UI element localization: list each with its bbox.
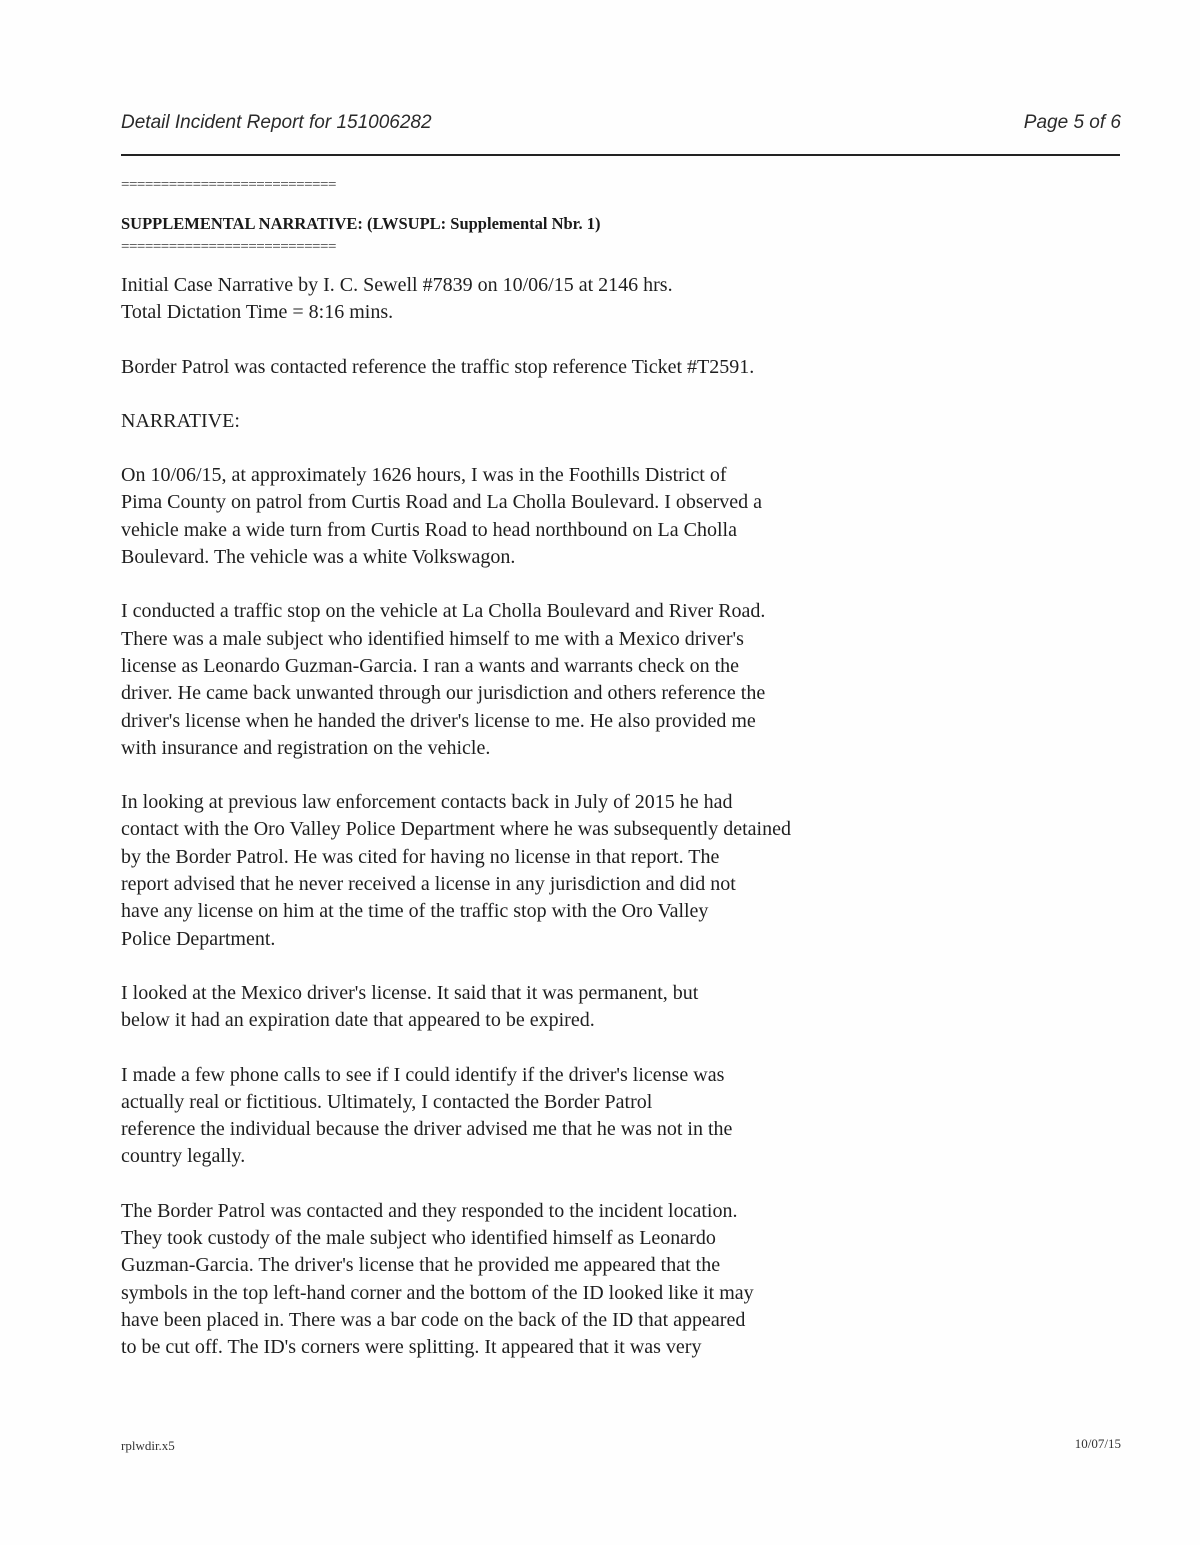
footer-date: 10/07/15 — [1074, 1436, 1121, 1451]
narrative-paragraph: On 10/06/15, at approximately 1626 hours, I was in the Foothills District of Pima County on patrol from Curtis Road and La Cholla Boulevard. I observed a vehicle make a wide turn from Curtis Road to head northbound on La Cholla Boulevard. The vehicle was a white Volkswagon. — [121, 464, 762, 569]
report-title: Detail Incident Report for 151006282 — [121, 112, 432, 133]
section-separator-bottom: =========================== — [121, 239, 336, 255]
narrative-paragraph: I made a few phone calls to see if I could identify if the driver's license was actually real or fictitious. Ultimately, I contacted the Border Patrol reference the individual because the driver advised me that he was not in the country legally. — [121, 1063, 733, 1168]
narrative-paragraph: The Border Patrol was contacted and they responded to the incident location. They took custody of the male subject who identified himself as Leonardo Guzman-Garcia. The driver's license that he provided me appeared that the symbols in the top left-hand corner and the bottom of the ID looked like it may have been placed in. There was a bar code on the back of the ID that appeared to be cut off. The ID's corners were splitting. It appeared that it was very — [121, 1199, 754, 1359]
footer-report-code: rplwdir.x5 — [121, 1438, 175, 1453]
page-number: Page 5 of 6 — [1023, 112, 1121, 133]
narrative-paragraph: I conducted a traffic stop on the vehicle at La Cholla Boulevard and River Road. There was a male subject who identified himself to me with a Mexico driver's license as Leonardo Guzman-Garcia. I ran a wants and warrants check on the driver. He came back unwanted through our jurisdiction and others reference the driver's license when he handed the driver's license to me. He also provided me with insurance and registration on the vehicle. — [121, 600, 766, 759]
border-patrol-contact-line: Border Patrol was contacted reference the traffic stop reference Ticket #T2591. — [121, 355, 755, 378]
header-divider — [121, 154, 1120, 156]
case-narrative-info: Initial Case Narrative by I. C. Sewell #7839 on 10/06/15 at 2146 hrs. Total Dictation Time = 8:16 mins. — [121, 274, 673, 324]
narrative-paragraph: I looked at the Mexico driver's license. It said that it was permanent, but below it had an expiration date that appeared to be expired. — [121, 981, 699, 1032]
narrative-paragraph: In looking at previous law enforcement contacts back in July of 2015 he had contact with the Oro Valley Police Department where he was subsequently detained by the Border Patrol. He was cited for having no license in that report. The report advised that he never received a license in any jurisdiction and did not have any license on him at the time of the traffic stop with the Oro Valley Police Department. — [121, 791, 791, 950]
section-title: SUPPLEMENTAL NARRATIVE: (LWSUPL: Supplemental Nbr. 1) — [121, 214, 601, 233]
narrative-heading: NARRATIVE: — [121, 409, 240, 432]
section-separator-top: =========================== — [121, 177, 336, 193]
narrative-body — [121, 272, 981, 1389]
